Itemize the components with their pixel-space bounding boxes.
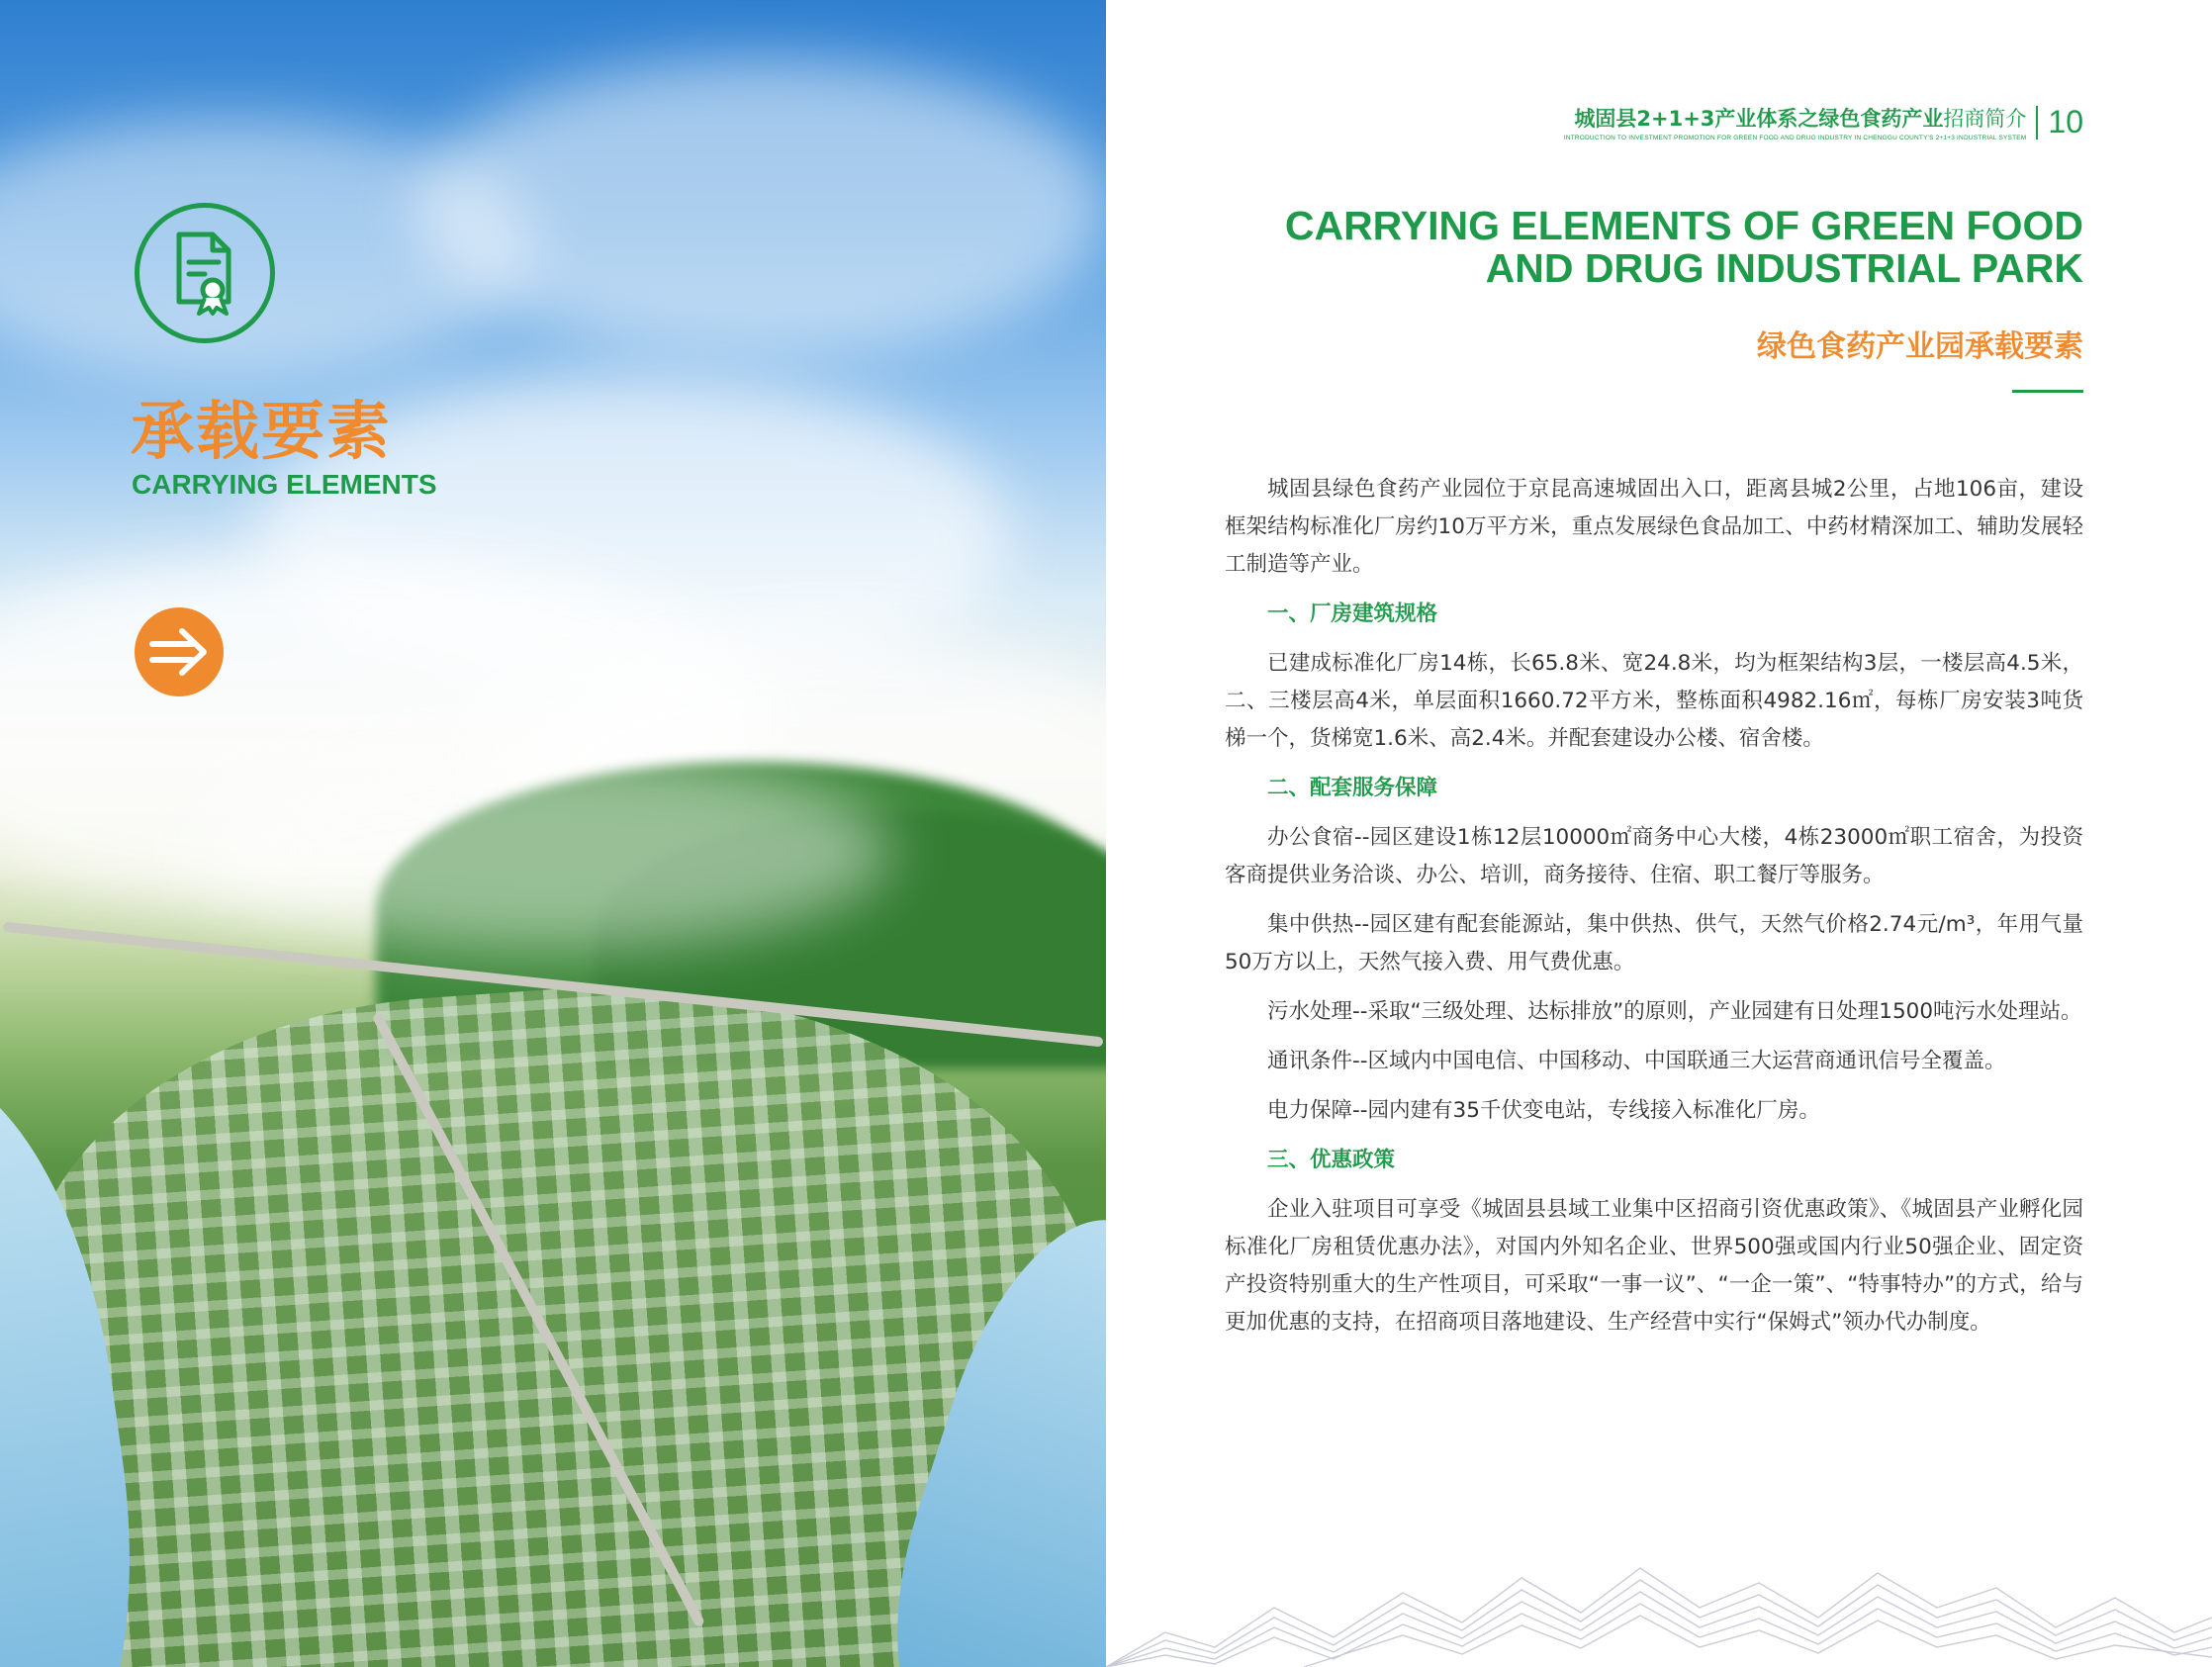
header-text [1564, 103, 2027, 141]
page-header [1564, 103, 2083, 141]
mountain-line-decoration [1106, 1538, 2212, 1667]
left-title-en: CARRYING ELEMENTS [132, 469, 437, 500]
certificate-document-icon [135, 203, 275, 343]
page-title-en [1285, 205, 2083, 290]
body-text [1225, 471, 2083, 1353]
section1-paragraph: 已建成标准化厂房14栋，长65.8米、宽24.8米，均为框架结构3层，一楼层高4.5米，二、三楼层高4米，单层面积1660.72平方米，整栋面积4982.16㎡，每栋厂房安装3吨货梯一个，货梯宽1.6米、高2.4米。并配套建设办公楼、宿舍楼。 [1225, 651, 2083, 751]
intro-paragraph: 城固县绿色食药产业园位于京昆高速城固出入口，距离县城2公里，占地106亩，建设框架结构标准化厂房约10万平方米，重点发展绿色食品加工、中药材精深加工、辅助发展轻工制造等产业。 [1225, 477, 2083, 577]
section2-paragraph-office: 办公食宿--园区建设1栋12层10000㎡商务中心大楼，4栋23000㎡职工宿舍，为投资客商提供业务洽谈、办公、培训，商务接待、住宿、职工餐厅等服务。 [1225, 825, 2083, 887]
page-number: 10 [2048, 104, 2083, 139]
section2-paragraph-telecom: 通讯条件--区域内中国电信、中国移动、中国联通三大运营商通讯信号全覆盖。 [1267, 1049, 2006, 1073]
page-title-cn: 绿色食药产业园承载要素 [1757, 329, 2083, 364]
section3-paragraph: 企业入驻项目可享受《城固县县域工业集中区招商引资优惠政策》、《城固县产业孵化园标准化厂房租赁优惠办法》，对国内外知名企业、世界500强或国内行业50强企业、固定资产投资特别重大的生产性项目，可采取“一事一议”、“一企一策”、“特事特办”的方式，给与更加优惠的支持，在招商项目落地建设、生产经营中实行“保姆式”领办代办制度。 [1225, 1197, 2083, 1335]
section2-paragraph-heating: 集中供热--园区建有配套能源站，集中供热、供气，天然气价格2.74元/m³，年用气量50万方以上，天然气接入费、用气费优惠。 [1225, 912, 2083, 974]
left-title-cn: 承载要素 [131, 396, 392, 469]
title-underline [2012, 390, 2083, 393]
section-heading-2: 二、配套服务保障 [1267, 776, 1438, 800]
header-title-suffix: 招商简介 [1943, 107, 2027, 131]
section2-paragraph-power: 电力保障--园内建有35千伏变电站，专线接入标准化厂房。 [1267, 1098, 1820, 1123]
page-title-en-line2: AND DRUG INDUSTRIAL PARK [1485, 245, 2083, 291]
header-title-main: 城固县2+1+3产业体系之绿色食药产业 [1574, 107, 1944, 131]
right-page [1106, 0, 2212, 1667]
header-divider [2036, 106, 2038, 139]
header-subtitle: INTRODUCTION TO INVESTMENT PROMOTION FOR GREEN FOOD AND DRUG INDUSTRY IN CHENGGU COUNTY'S 2+1+3 INDUSTRIAL SYSTEM [1563, 135, 2027, 141]
section2-paragraph-sewage: 污水处理--采取“三级处理、达标排放”的原则，产业园建有日处理1500吨污水处理站。 [1267, 999, 2082, 1024]
section-heading-3: 三、优惠政策 [1267, 1148, 1396, 1172]
page-title-en-line1: CARRYING ELEMENTS OF GREEN FOOD [1284, 203, 2083, 248]
header-title [1564, 103, 2027, 133]
section-heading-1: 一、厂房建筑规格 [1267, 602, 1438, 626]
arrow-right-icon [135, 607, 224, 696]
